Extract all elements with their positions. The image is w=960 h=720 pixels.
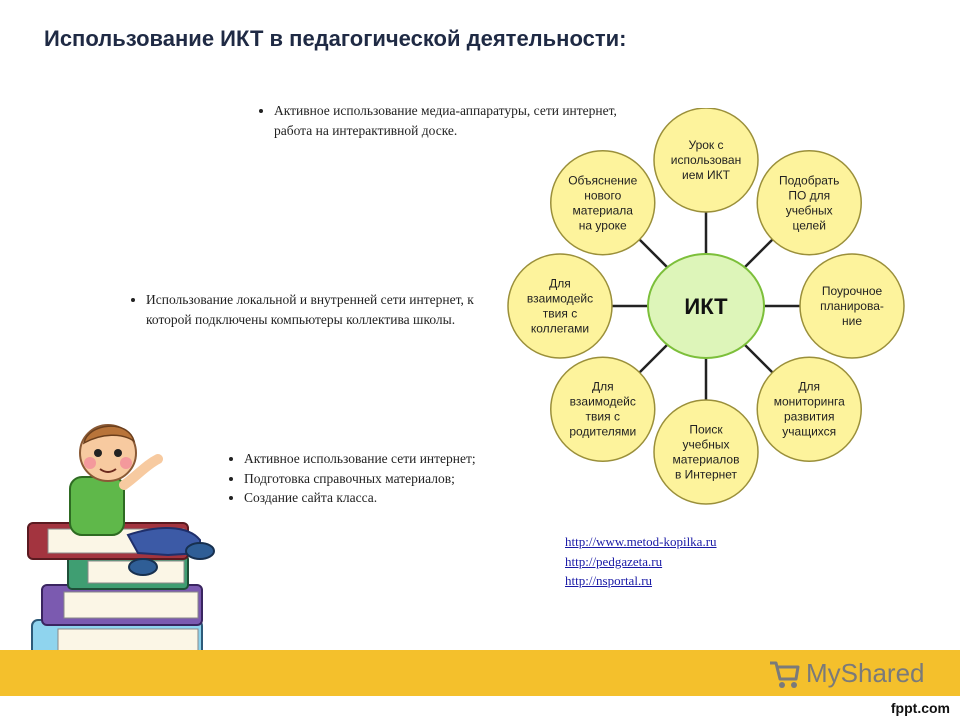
topic-node-label: в Интернет [674, 467, 738, 482]
topic-node-label: ием ИКТ [682, 168, 730, 182]
topic-node-label: взаимодейс [569, 394, 636, 409]
topic-node-label: ПО для [788, 188, 831, 203]
topic-node-label: Подобрать [779, 173, 840, 188]
topic-node-label: родителями [569, 424, 637, 439]
topic-node-label: учебных [682, 437, 730, 452]
topic-node-label: развития [783, 409, 835, 424]
topic-node-label: целей [792, 218, 826, 233]
topic-node-label: Урок с [688, 138, 724, 152]
bullet-item: • Создание сайта класса. [244, 488, 544, 508]
link-pedgazeta[interactable]: http://pedgazeta.ru [565, 553, 663, 569]
bullet-item: • Активное использование медиа-аппаратуры, сети интернет, работа на интерактивной доске. [274, 101, 634, 140]
topic-node-label: Поурочное [821, 284, 883, 298]
topic-node-label: планирова- [820, 299, 884, 313]
topic-node-label: коллегами [530, 321, 590, 336]
topic-node-label: Поиск [689, 422, 723, 437]
cart-icon [768, 659, 800, 689]
topic-node-label: твия с [542, 306, 578, 321]
topic-node-label: взаимодейс [526, 291, 594, 306]
topic-node-label: материалов [672, 452, 740, 467]
links-list [565, 532, 717, 591]
bullet-item: • Использование локальной и внутренней сети интернет, к которой подключены компьютеры коллектива школы. [146, 290, 476, 329]
topic-node-label: материала [572, 203, 633, 218]
bullet-item: • Подготовка справочных материалов; [244, 469, 544, 489]
ikt-mind-map [470, 108, 940, 508]
topic-node-label: Для [798, 379, 821, 394]
topic-node-label: Для [591, 379, 614, 394]
topic-node-label: учебных [785, 203, 833, 218]
topic-node-label: Для [549, 276, 571, 291]
link-nsportal[interactable]: http://nsportal.ru [565, 573, 653, 588]
topic-node-label: использован [670, 153, 742, 167]
bullet-list-middle [130, 290, 476, 329]
slide-title: Использование ИКТ в педагогической деятельности: [44, 26, 627, 51]
topic-node-label: учащихся [782, 424, 837, 439]
topic-node-label: твия с [585, 409, 620, 424]
logo-text: MyShared [806, 658, 925, 688]
fppt-brand: fppt.com [890, 700, 950, 716]
topic-node-label: Объяснение [568, 173, 638, 188]
myshared-logo [768, 658, 925, 689]
center-node-label: ИКТ [684, 294, 728, 319]
topic-node-label: нового [584, 188, 622, 203]
bullet-item: • Активное использование сети интернет; [244, 449, 544, 469]
topic-node-label: мониторинга [773, 394, 845, 409]
link-metod-kopilka[interactable]: http://www.metod-kopilka.ru [565, 534, 717, 549]
topic-node-label: на уроке [578, 218, 627, 233]
topic-node-label: ние [841, 314, 863, 328]
